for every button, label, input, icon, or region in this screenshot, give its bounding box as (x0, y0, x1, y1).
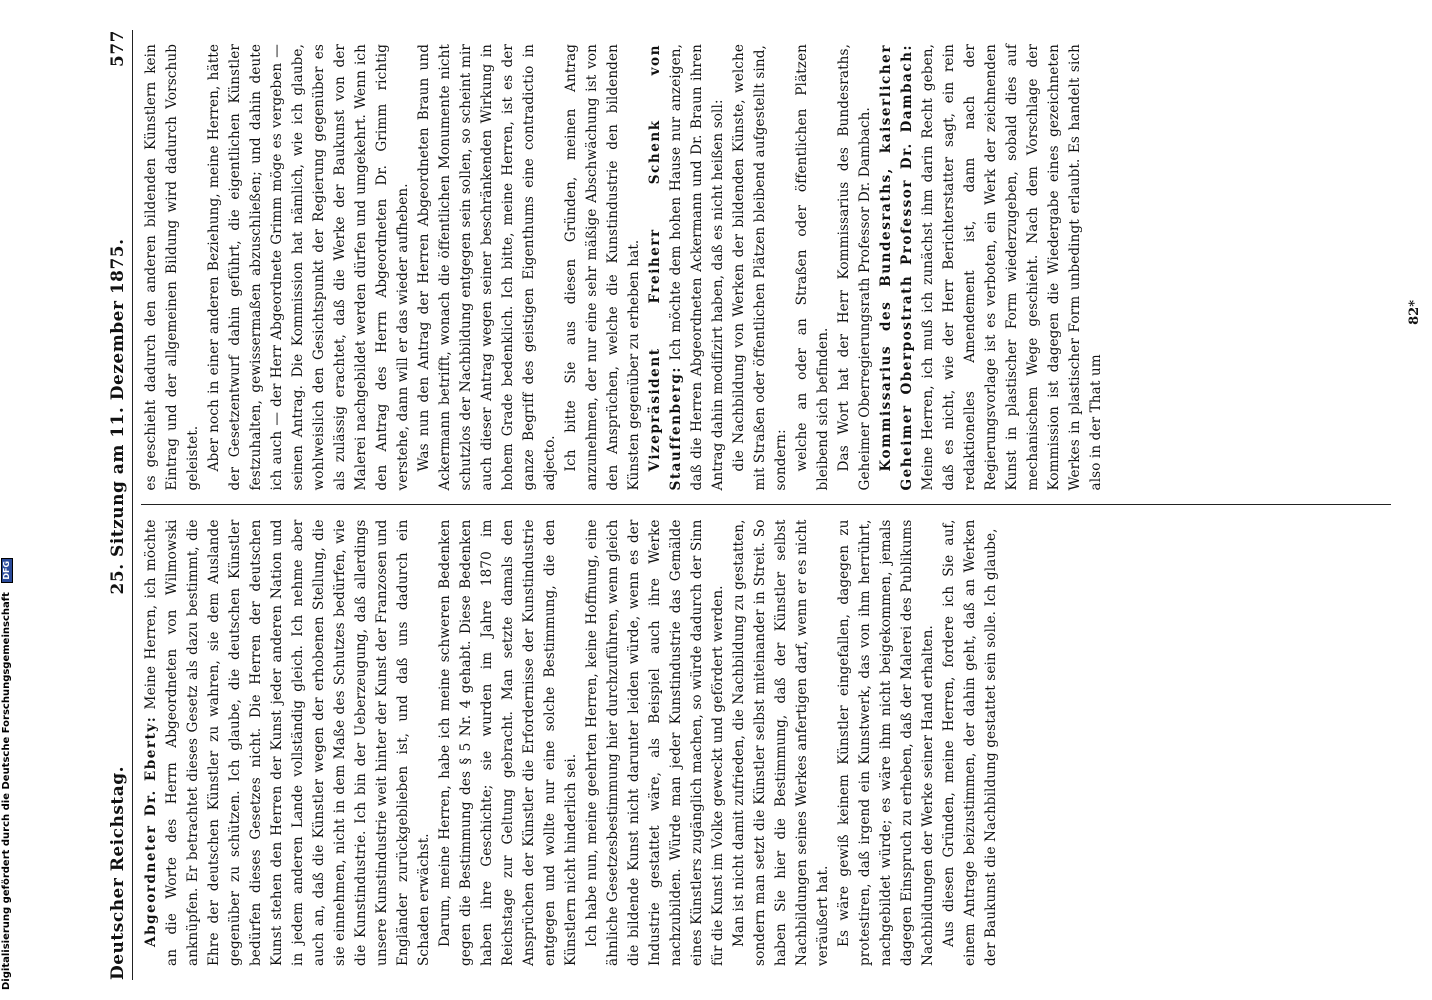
paragraph-text: Meine Herren, ich muß ich zunächst ihm darin Recht geben, daß es nicht, wie der Herr Berichterstatter sagt, ein rein redaktionelles Amendement ist, dann nach der Regierungsvorlage ist es verboten, ein Werk der zeichnenden Kunst in plastischer Form wiederzugeben, sobald dies auf mechanischem Wege geschieht. Nach dem Vorschlage der Kommission ist dagegen die Wiedergabe eines gezeichneten Werkes in plastischer Form unbedingt erlaubt. Es handelt sich also in der That um (920, 44, 1104, 491)
paragraph: Ich bitte Sie aus diesen Gründen, meinen Antrag anzunehmen, der nur eine sehr mäßige Abschwächung ist von den Ansprüchen, welche die Kunstindustrie den bildenden Künsten gegenüber zu erheben hat. (563, 44, 642, 491)
paragraph: Darum, meine Herren, habe ich meine schweren Bedenken gegen die Bestimmung des § 5 Nr. 4 gehabt. Diese Bedenken haben ihre Geschichte; sie wurden im Jahre 1870 im Reichstage zur Geltung gebracht. Man setzte damals den Ansprüchen der Künstler die Erfordernisse der Kunstindustrie entgegen und wollte nur eine solche Bestimmung, die den Künstlern nicht hinderlich sei. (437, 519, 579, 966)
sheet-signature: 82* (1407, 300, 1422, 325)
paragraph: Aber noch in einer anderen Beziehung, meine Herren, hätte der Gesetzentwurf dahin geführt, die eigentlichen Künstler festzuhalten, gewissermaßen abzuschließen; und dahin deute ich auch — der Herr Abgeordnete Grimm möge es vergeben — seinen Antrag. Die Kommission hat nämlich, wie ich glaube, wohlweislich den Gesichtspunkt der Regierung gegenüber es als zulässig erachtet, daß die Werke der Baukunst von der Malerei nachgebildet werden dürfen und umgekehrt. Wenn ich den Antrag des Herrn Abgeordneten Dr. Grimm richtig verstehe, dann will er das wieder aufheben. (206, 44, 411, 491)
paragraph: Es wäre gewiß keinem Künstler eingefallen, dagegen zu protestiren, daß irgend ein Kunstwerk, das von ihm herrührt, nachgebildet würde; es wäre ihm nicht beigekommen, jemals dagegen Einspruch zu erheben, daß der Malerei des Publikums Nachbildungen der Werke seiner Hand erhalten. (836, 519, 936, 966)
motion-quote: welche an oder an Straßen oder öffentlichen Plätzen bleibend sich befinden. (794, 44, 831, 491)
paragraph: Aus diesen Gründen, meine Herren, fordere ich Sie auf, einem Antrage beizustimmen, der dahin geht, daß an Werken der Baukunst die Nachbildung gestattet sein solle. Ich glaube, (941, 519, 999, 966)
paragraph: Man ist nicht damit zufrieden, die Nachbildung zu gestatten, sondern man setzt die Künstler selbst miteinander in Streit. So haben Sie hier die Bestimmung, daß der Künstler selbst Nachbildungen seines Werkes anfertigen darf, wenn er es nicht veräußert hat. (731, 519, 831, 966)
paragraph: sondern: (773, 429, 789, 491)
speaker-name: Vizepräsident Freiherr Schenk von Stauffenberg: (647, 44, 684, 491)
newspaper-page (90, 0, 1430, 1000)
text-columns (141, 30, 1391, 980)
dfg-logo: DFG (1, 558, 13, 583)
paragraph-text: Meine Herren, ich möchte an die Worte des Herrn Abgeordneten von Wilmowski anknüpfen. Er betrachtet dieses Gesetz als dazu bestimmt, die Ehre der deutschen Künstler zu wahren, sie dem Auslande gegenüber zu schützen. Ich glaube, die deutschen Künstler bedürfen dieses Gesetzes nicht. Die Herren der deutschen Kunst stehen den Herren der Kunst jeder anderen Nation und in jedem anderen Lande vollständig gleich. Ich nehme aber auch an, daß die Künstler wegen der erhobenen Stellung, die sie einnehmen, nicht in dem Maße des Schutzes bedürfen, wie die Kunstindustrie. Ich bin der Ueberzeugung, daß allerdings unsere Kunstindustrie weit hinter der Kunst der Franzosen und Engländer zurückgeblieben ist, und daß uns dadurch ein Schaden erwächst. (143, 519, 432, 966)
speaker-name: Kommissarius des Bundesraths, kaiserlicher Geheimer Oberpostrath Professor Dr. Dambach: (878, 44, 915, 491)
header-session: 25. Sitzung am 11. Dezember 1875. (108, 238, 128, 595)
digitization-notice-text: Digitalisierung gefördert durch die Deutsche Forschungsgemeinschaft (1, 592, 12, 990)
digitization-sidebar (0, 0, 14, 1000)
right-column (141, 30, 1391, 505)
paragraph (141, 520, 435, 967)
paragraph: Was nun den Antrag der Herren Abgeordneten Braun und Ackermann betrifft, wonach die öffentlichen Monumente nicht schutzlos der Nachbildung entgegen sein sollen, so scheint mir auch dieser Antrag wegen seiner beschränkenden Wirkung in hohem Grade bedenklich. Ich bitte, meine Herren, ist es der ganze Begriff des geistigen Eigenthums eine contradictio in adjecto. (416, 44, 558, 491)
paragraph-text: Ich möchte dem hohen Hause nur anzeigen, daß die Herren Abgeordneten Ackermann und Dr. Braun ihren Antrag dahin modifizirt haben, daß es nicht heißen soll: (668, 43, 726, 491)
scanned-page (90, 0, 1430, 1000)
speaker-name: Abgeordneter Dr. Eberty: (143, 715, 159, 947)
paragraph (645, 44, 729, 491)
paragraph (876, 44, 1107, 491)
page-header (108, 30, 133, 980)
paragraph: Ich habe nun, meine geehrten Herren, keine Hoffnung, eine ähnliche Gesetzesbestimmung hier durchzuführen, wenn gleich die bildende Kunst nicht darunter leiden würde, wenn es der Industrie gestattet wäre, als Beispiel auch ihre Werke nachzubilden. Würde man jeder Kunstindustrie das Gemälde eines Künstlers zugänglich machen, so würde dadurch der Sinn für die Kunst im Volke geweckt und gefördert werden. (584, 519, 726, 966)
paragraph: es geschieht dadurch den anderen bildenden Künstlern kein Eintrag und der allgemeinen Bildung wird dadurch Vorschub geleistet. (143, 44, 201, 491)
digitization-notice (0, 0, 14, 1000)
left-column (141, 505, 1391, 981)
page-number: 577 (108, 30, 128, 67)
header-publication: Deutscher Reichstag. (108, 765, 128, 980)
paragraph: Das Wort hat der Herr Kommissarius des Bundesraths, Geheimer Oberregierungsrath Professor Dr. Dambach. (836, 44, 873, 491)
motion-quote: die Nachbildung von Werken der bildenden Künste, welche mit Straßen oder öffentlichen Plätzen bleibend aufgestellt sind, (731, 44, 768, 491)
